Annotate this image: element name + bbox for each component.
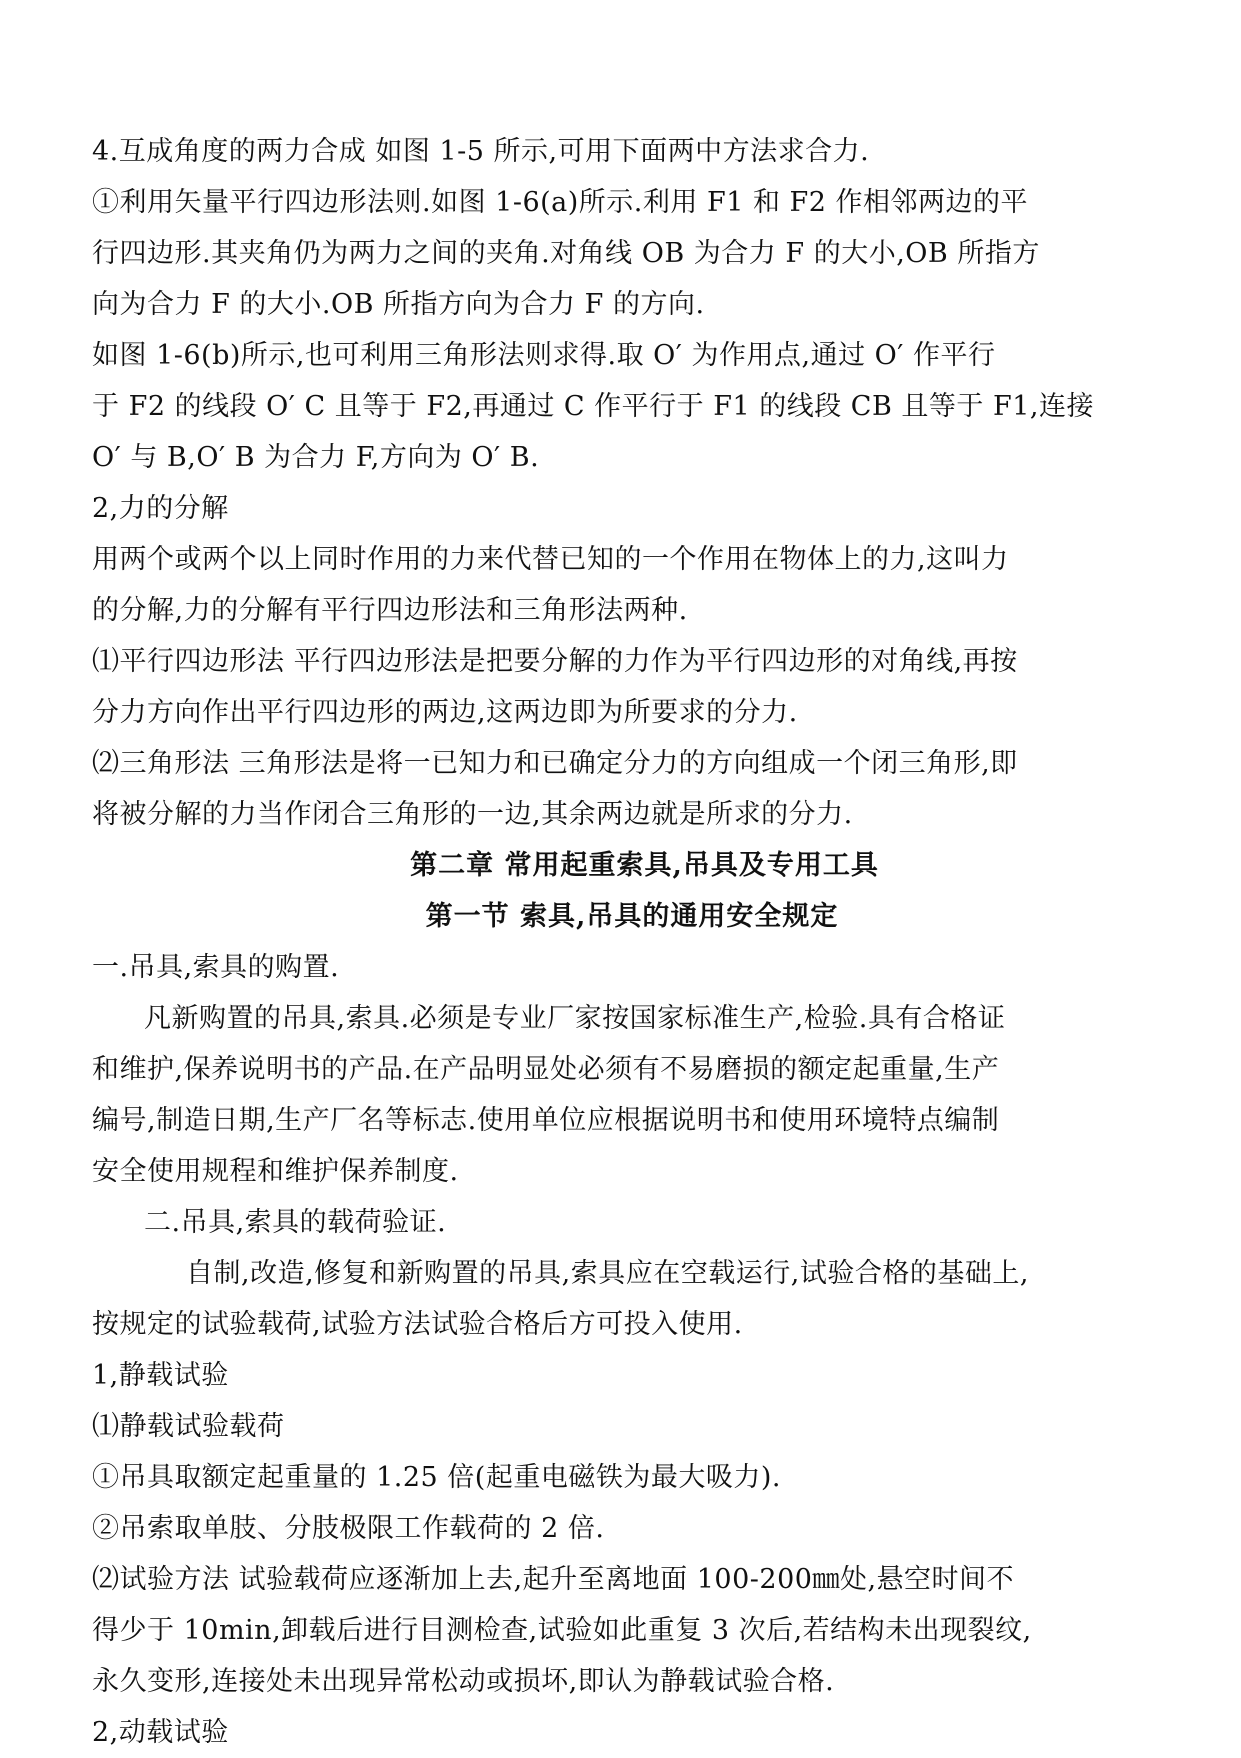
text-line: 安全使用规程和维护保养制度. [92,1156,459,1187]
text-line: ⑵三角形法 三角形法是将一已知力和已确定分力的方向组成一个闭三角形,即 [92,748,1018,779]
text-line: 凡新购置的吊具,索具.必须是专业厂家按国家标准生产,检验.具有合格证 [144,1003,1006,1034]
section-heading: 第一节 索具,吊具的通用安全规定 [425,901,839,932]
text-line: 如图 1-6(b)所示,也可利用三角形法则求得.取 O′ 为作用点,通过 O′ 作平行 [92,340,996,371]
text-line: 分力方向作出平行四边形的两边,这两边即为所要求的分力. [92,697,798,728]
text-line: 4.互成角度的两力合成 如图 1-5 所示,可用下面两中方法求合力. [92,136,870,167]
text-line: 2,动载试验 [92,1717,229,1748]
text-line: O′ 与 B,O′ B 为合力 F,方向为 O′ B. [92,442,540,473]
text-line: 和维护,保养说明书的产品.在产品明显处必须有不易磨损的额定起重量,生产 [92,1054,1000,1085]
text-line: 1,静载试验 [92,1360,229,1391]
text-line: 永久变形,连接处未出现异常松动或损坏,即认为静载试验合格. [92,1666,835,1697]
text-line: 自制,改造,修复和新购置的吊具,索具应在空载运行,试验合格的基础上, [186,1258,1029,1289]
text-line: 行四边形.其夹角仍为两力之间的夹角.对角线 OB 为合力 F 的大小,OB 所指方 [92,238,1040,269]
text-line: ①吊具取额定起重量的 1.25 倍(起重电磁铁为最大吸力). [92,1462,781,1493]
text-line: 一.吊具,索具的购置. [92,952,340,983]
text-line: 用两个或两个以上同时作用的力来代替已知的一个作用在物体上的力,这叫力 [92,544,1009,575]
text-line: 编号,制造日期,生产厂名等标志.使用单位应根据说明书和使用环境特点编制 [92,1105,1000,1136]
text-line: 于 F2 的线段 O′ C 且等于 F2,再通过 C 作平行于 F1 的线段 CB 且等于 F1,连接 [92,391,1094,422]
text-line: ⑵试验方法 试验载荷应逐渐加上去,起升至离地面 100-200㎜处,悬空时间不 [92,1564,1015,1595]
chapter-heading: 第二章 常用起重索具,吊具及专用工具 [410,850,879,881]
text-line: 按规定的试验载荷,试验方法试验合格后方可投入使用. [92,1309,743,1340]
text-line: 得少于 10min,卸载后进行目测检查,试验如此重复 3 次后,若结构未出现裂纹, [92,1615,1032,1646]
text-line: ⑴平行四边形法 平行四边形法是把要分解的力作为平行四边形的对角线,再按 [92,646,1018,677]
document-page [92,126,1172,1758]
text-line: 二.吊具,索具的载荷验证. [144,1207,447,1238]
text-line: 2,力的分解 [92,493,229,524]
text-line: ⑴静载试验载荷 [92,1411,285,1442]
text-line: 的分解,力的分解有平行四边形法和三角形法两种. [92,595,688,626]
text-line: ②吊索取单肢、分肢极限工作载荷的 2 倍. [92,1513,605,1544]
text-line: 向为合力 F 的大小.OB 所指方向为合力 F 的方向. [92,289,705,320]
text-line: ①利用矢量平行四边形法则.如图 1-6(a)所示.利用 F1 和 F2 作相邻两边的平 [92,187,1029,218]
text-line: 将被分解的力当作闭合三角形的一边,其余两边就是所求的分力. [92,799,853,830]
